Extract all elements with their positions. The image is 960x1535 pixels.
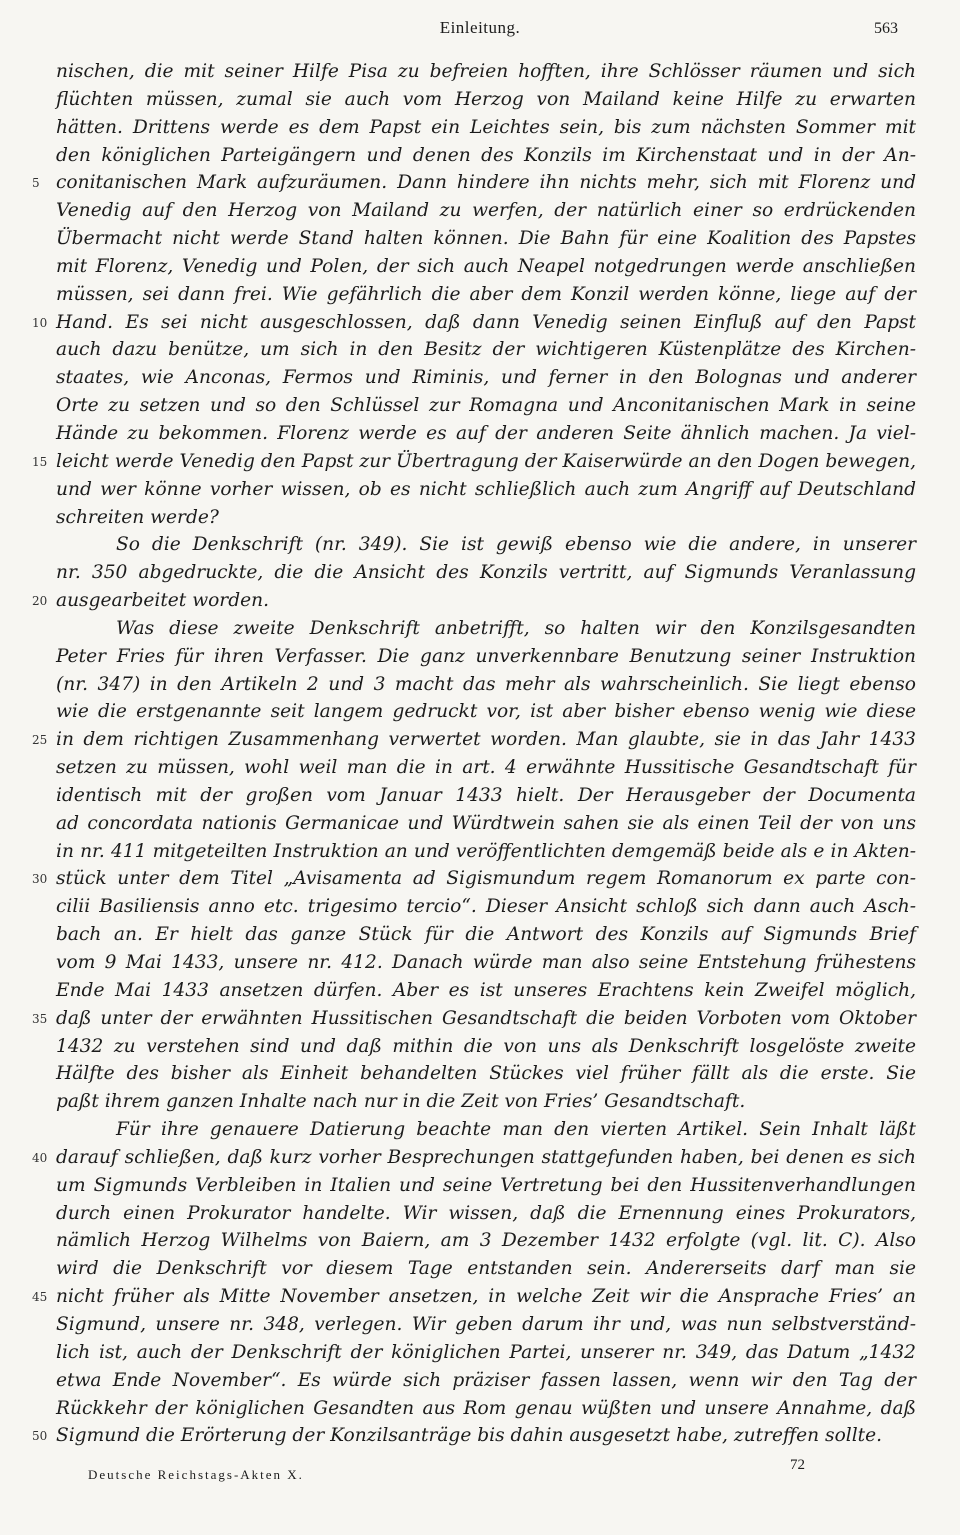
line-text: Was diese zweite Denkschrift anbetrifft, so halten wir den Konzilsgesandten (116, 617, 916, 639)
text-line (32, 448, 916, 476)
line-text: den königlichen Parteigängern und denen des Konzils im Kirchenstaat und in der An- (56, 144, 916, 166)
line-number: 10 (32, 315, 48, 330)
line-number: 35 (32, 1011, 48, 1026)
text-line (56, 114, 916, 142)
line-text: nämlich Herzog Wilhelms von Baiern, am 3 Dezember 1432 erfolgte (vgl. lit. C). Also (56, 1230, 916, 1252)
text-line (56, 698, 916, 726)
text-line (56, 58, 916, 86)
line-text: cilii Basiliensis anno etc. trigesimo tercio“. Dieser Ansicht schloß sich dann auch Asch- (56, 896, 916, 918)
line-text: staates, wie Anconas, Fermos und Riminis, und ferner in den Bolognas und anderer (56, 367, 916, 389)
text-line (56, 420, 916, 448)
printer-signature: Deutsche Reichstags-Akten X. (88, 1467, 304, 1482)
line-text: wie die erstgenannte seit langem gedruckt vor, ist aber bisher ebenso wenig wie diese (56, 701, 916, 723)
text-line (56, 336, 916, 364)
line-text: Peter Fries für ihren Verfasser. Die ganz unverkennbare Benutzung seiner Instruktion (56, 645, 916, 667)
line-number: 25 (32, 733, 48, 748)
text-line (56, 977, 916, 1005)
line-text: Übermacht nicht werde Stand halten können. Die Bahn für eine Koalition des Papstes (56, 228, 916, 250)
text-line (56, 949, 916, 977)
line-text: und wer könne vorher wissen, ob es nicht schließlich auch zum Angriff auf Deutschland (56, 478, 916, 500)
page-number: 563 (874, 20, 898, 37)
text-line (56, 197, 916, 225)
running-title: Einleitung. (439, 18, 521, 37)
text-line (56, 559, 916, 587)
line-text: mit Florenz, Venedig und Polen, der sich auch Neapel notgedrungen werde anschließen (56, 255, 916, 277)
line-text: ausgearbeitet worden. (56, 590, 269, 612)
text-line (56, 1339, 916, 1367)
text-line (56, 142, 916, 170)
line-text: etwa Ende November“. Es würde sich präziser fassen lassen, wenn wir den Tag der (56, 1369, 916, 1391)
text-line (56, 504, 916, 532)
text-line (56, 754, 916, 782)
text-line (32, 1283, 916, 1311)
text-line (56, 364, 916, 392)
line-text: in nr. 411 mitgeteilten Instruktion an und veröffentlichten demgemäß beide als e in Akten- (56, 840, 916, 862)
text-line (56, 1060, 916, 1088)
text-line (56, 531, 916, 559)
text-line (56, 1395, 916, 1423)
line-text: paßt ihrem ganzen Inhalte nach nur in die Zeit von Fries’ Gesandtschaft. (56, 1091, 746, 1113)
text-line (56, 1172, 916, 1200)
line-text: müssen, sei dann frei. Wie gefährlich die aber dem Konzil werden könne, liege auf der (56, 283, 916, 305)
line-text: nr. 350 abgedruckte, die die Ansicht des Konzils vertritt, auf Sigmunds Veranlassung (56, 562, 916, 584)
line-text: Für ihre genauere Datierung beachte man den vierten Artikel. Sein Inhalt läßt (116, 1119, 916, 1141)
text-line (56, 281, 916, 309)
text-line (56, 392, 916, 420)
line-text: conitanischen Mark aufzuräumen. Dann hindere ihn nichts mehr, sich mit Florenz und (56, 172, 916, 194)
line-text: Rückkehr der königlichen Gesandten aus Rom genau wüßten und unsere Annahme, daß (56, 1397, 916, 1419)
line-text: Sigmund, unsere nr. 348, verlegen. Wir geben darum ihr und, was nun selbstverständ- (56, 1313, 916, 1335)
body-text (32, 58, 916, 1450)
line-text: darauf schließen, daß kurz vorher Besprechungen stattgefunden haben, bei denen es sich (56, 1146, 916, 1168)
line-number: 20 (32, 594, 48, 609)
line-text: Sigmund die Erörterung der Konzilsanträge bis dahin ausgesetzt habe, zutreffen sollte. (56, 1425, 883, 1447)
text-line (56, 1255, 916, 1283)
line-text: nischen, die mit seiner Hilfe Pisa zu befreien hofften, ihre Schlösser räumen und sich (56, 61, 916, 82)
text-line (32, 1422, 916, 1450)
line-number: 30 (32, 872, 48, 887)
line-text: Venedig auf den Herzog von Mailand zu werfen, der natürlich einer so erdrückenden (56, 200, 916, 222)
line-text: (nr. 347) in den Artikeln 2 und 3 macht das mehr als wahrscheinlich. Sie liegt ebenso (56, 673, 916, 695)
text-line (56, 1116, 916, 1144)
text-line (56, 615, 916, 643)
line-text: daß unter der erwähnten Hussitischen Gesandtschaft die beiden Vorboten vom Oktober (56, 1007, 916, 1029)
line-text: wird die Denkschrift vor diesem Tage entstanden sein. Andererseits darf man sie (56, 1258, 916, 1280)
text-line (56, 838, 916, 866)
line-text: in dem richtigen Zusammenhang verwertet worden. Man glaubte, sie in das Jahr 1433 (56, 729, 916, 751)
text-line (56, 810, 916, 838)
text-line (56, 86, 916, 114)
line-number: 5 (32, 176, 40, 191)
text-line (56, 225, 916, 253)
text-line (56, 643, 916, 671)
line-text: leicht werde Venedig den Papst zur Übertragung der Kaiserwürde an den Dogen bewegen, (56, 450, 916, 472)
running-head (0, 18, 960, 44)
line-text: ad concordata nationis Germanicae und Würdtwein sahen sie als einen Teil der von uns (56, 812, 916, 834)
line-text: Ende Mai 1433 ansetzen dürfen. Aber es ist unseres Erachtens kein Zweifel möglich, (56, 979, 916, 1001)
line-number: 40 (32, 1150, 48, 1165)
line-text: hätten. Drittens werde es dem Papst ein Leichtes sein, bis zum nächsten Sommer mit (56, 116, 916, 138)
line-text: bach an. Er hielt das ganze Stück für die Antwort des Konzils auf Sigmunds Brief (56, 924, 916, 946)
text-line (56, 1367, 916, 1395)
text-line (32, 169, 916, 197)
line-number: 50 (32, 1429, 48, 1444)
line-text: setzen zu müssen, wohl weil man die in art. 4 erwähnte Hussitische Gesandtschaft für (56, 757, 916, 779)
text-line (56, 253, 916, 281)
line-text: Orte zu setzen und so den Schlüssel zur Romagna und Anconitanischen Mark in seine (56, 395, 916, 417)
text-line (56, 893, 916, 921)
line-number: 45 (32, 1290, 48, 1305)
line-text: auch dazu benütze, um sich in den Besitz der wichtigeren Küstenplätze des Kirchen- (56, 339, 916, 361)
line-text: identisch mit der großen vom Januar 1433 hielt. Der Herausgeber der Documenta (56, 784, 916, 806)
text-line (56, 1227, 916, 1255)
text-line (32, 1144, 916, 1172)
text-line (56, 1200, 916, 1228)
text-line (32, 587, 916, 615)
line-text: durch einen Prokurator handelte. Wir wissen, daß die Ernennung eines Prokurators, (56, 1202, 916, 1224)
line-text: nicht früher als Mitte November ansetzen, in welche Zeit wir die Ansprache Fries’ an (56, 1286, 916, 1308)
page-footer (0, 1455, 960, 1495)
line-text: schreiten werde? (56, 506, 219, 528)
line-text: Hände zu bekommen. Florenz werde es auf der anderen Seite ähnlich machen. Ja viel- (56, 422, 916, 444)
line-text: stück unter dem Titel „Avisamenta ad Sigismundum regem Romanorum ex parte con- (56, 868, 916, 890)
text-line (32, 726, 916, 754)
text-line (56, 1088, 916, 1116)
line-text: lich ist, auch der Denkschrift der königlichen Partei, unserer nr. 349, das Datum „1432 (56, 1341, 916, 1363)
text-line (32, 865, 916, 893)
text-line (56, 1033, 916, 1061)
line-text: flüchten müssen, zumal sie auch vom Herzog von Mailand keine Hilfe zu erwarten (56, 88, 916, 110)
line-text: vom 9 Mai 1433, unsere nr. 412. Danach würde man also seine Entstehung frühestens (56, 952, 916, 973)
text-line (56, 671, 916, 699)
text-line (32, 309, 916, 337)
line-number: 15 (32, 454, 48, 469)
text-line (56, 782, 916, 810)
sheet-number: 72 (790, 1457, 805, 1473)
line-text: Hand. Es sei nicht ausgeschlossen, daß dann Venedig seinen Einfluß auf den Papst (56, 311, 916, 333)
text-line (32, 1005, 916, 1033)
line-text: um Sigmunds Verbleiben in Italien und seine Vertretung bei den Hussitenverhandlungen (56, 1174, 916, 1196)
line-text: Hälfte des bisher als Einheit behandelten Stückes viel früher fällt als die erste. Sie (56, 1063, 916, 1085)
line-text: So die Denkschrift (nr. 349). Sie ist gewiß ebenso wie die andere, in unserer (116, 534, 916, 556)
text-line (56, 476, 916, 504)
line-text: 1432 zu verstehen sind und daß mithin die von uns als Denkschrift losgelöste zweite (56, 1035, 916, 1057)
text-line (56, 1311, 916, 1339)
text-line (56, 921, 916, 949)
